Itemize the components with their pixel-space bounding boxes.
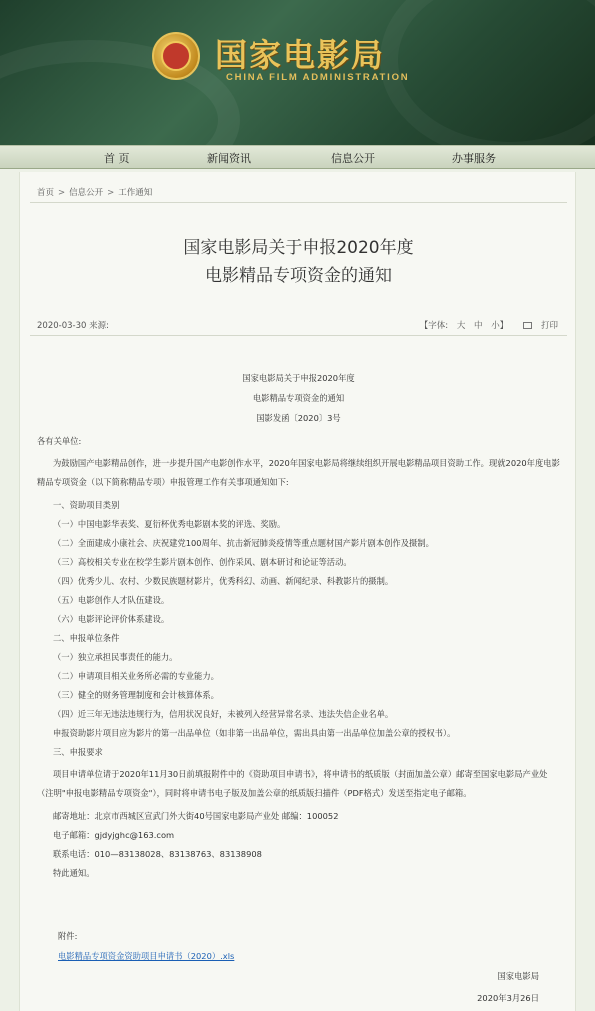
national-emblem-icon[interactable] [152,32,200,80]
attachment-label: 附件: [58,931,78,941]
main-nav [0,145,595,169]
doc-number: 国影发函〔2020〕3号 [256,413,341,423]
article-body [37,368,560,879]
section-note: 申报资助影片项目应为影片的第一出品单位（如非第一出品单位，需出具由第一出品单位加盖公章的授权书）。 [53,728,456,738]
section-title: 三、申报要求 [53,747,103,757]
list-item: （一）中国电影华表奖、夏衍杯优秀电影剧本奖的评选、奖励。 [53,519,286,529]
list-item: （四）优秀少儿、农村、少数民族题材影片，优秀科幻、动画、新闻纪录、科教影片的摄制。 [53,576,394,586]
print-label: 打印 [540,321,558,331]
contact-email: 电子邮箱：gjdyjghc@163.com [53,830,175,840]
requirements-paragraph: 项目申请单位请于2020年11月30日前填报附件中的《资助项目申请书》，将申请书的纸质版（封面加盖公章）邮寄至国家电影局产业处（注明"申报电影精品专项资金"），同时将申请书电子版及加盖公章的纸质版扫描件（PDF格式）发送至指定电子邮箱。 [37,769,548,798]
font-size-large-button[interactable]: 大 [456,321,466,331]
breadcrumb [37,186,152,198]
list-item: （二）申请项目相关业务所必需的专业能力。 [53,671,219,681]
mailing-address: 邮寄地址：北京市西城区宣武门外大街40号国家电影局产业处 邮编：100052 [53,811,339,821]
print-icon [523,322,532,329]
closing-text: 特此通知。 [53,868,95,878]
intro-paragraph: 为鼓励国产电影精品创作，进一步提升国产电影创作水平，2020年国家电影局将继续组织开展电影精品项目资助工作。现就2020年度电影精品专项资金（以下简称精品专项）申报管理工作有关事项通知如下: [37,458,560,487]
breadcrumb-separator: > [58,188,66,198]
breadcrumb-current[interactable]: 工作通知 [118,188,153,198]
site-banner [0,0,595,145]
list-item: （六）电影评论评价体系建设。 [53,614,170,624]
site-title[interactable]: 国家电影局 [215,36,386,74]
nav-item-home[interactable]: 首 页 [104,152,130,165]
site-subtitle: CHINA FILM ADMINISTRATION [226,72,410,83]
document-header [37,368,560,428]
contact-phone: 联系电话：010—83138028、83138763、83138908 [53,849,262,859]
divider [30,202,567,203]
breadcrumb-info[interactable]: 信息公开 [69,188,104,198]
section-title: 二、申报单位条件 [53,633,120,643]
nav-item-services[interactable]: 办事服务 [452,152,496,165]
nav-item-info-disclosure[interactable]: 信息公开 [331,152,375,165]
list-item: （三）健全的财务管理制度和会计核算体系。 [53,690,219,700]
print-button[interactable] [523,321,558,331]
font-size-small-button[interactable]: 小】 [491,321,509,331]
nav-item-news[interactable]: 新闻资讯 [207,152,251,165]
article-meta [37,319,109,331]
list-item: （三）高校相关专业在校学生影片剧本创作、创作采风、剧本研讨和论证等活动。 [53,557,352,567]
list-item: （五）电影创作人才队伍建设。 [53,595,170,605]
salutation: 各有关单位: [37,436,82,446]
font-size-medium-button[interactable]: 中 [474,321,483,331]
list-item: （四）近三年无违法违规行为，信用状况良好，未被列入经营异常名录、违法失信企业名单。 [53,709,394,719]
article-date: 2020-03-30 [37,321,87,331]
signature: 国家电影局 [497,971,539,981]
section-title: 一、资助项目类别 [53,500,120,510]
doc-head-line: 电影精品专项资金的通知 [252,393,345,403]
list-item: （二）全面建成小康社会、庆祝建党100周年、抗击新冠肺炎疫情等重点题材国产影片剧本创作及摄制。 [53,538,434,548]
article-title [20,234,577,290]
article-tools [414,319,558,331]
divider [30,335,567,336]
list-item: （一）独立承担民事责任的能力。 [53,652,178,662]
breadcrumb-home[interactable]: 首页 [37,188,55,198]
content-page [19,172,576,1011]
font-size-label: 【字体: [419,321,449,331]
breadcrumb-separator: > [107,188,115,198]
signature-date: 2020年3月26日 [477,993,539,1003]
article-source-label: 来源: [89,321,109,331]
article-title-line: 国家电影局关于申报2020年度 [183,238,414,258]
article-title-line: 电影精品专项资金的通知 [205,266,392,286]
banner-decoration [0,40,240,145]
attachment-link[interactable]: 电影精品专项资金资助项目申请书（2020）.xls [58,951,235,961]
doc-head-line: 国家电影局关于申报2020年度 [242,373,355,383]
banner-decoration [380,0,595,145]
